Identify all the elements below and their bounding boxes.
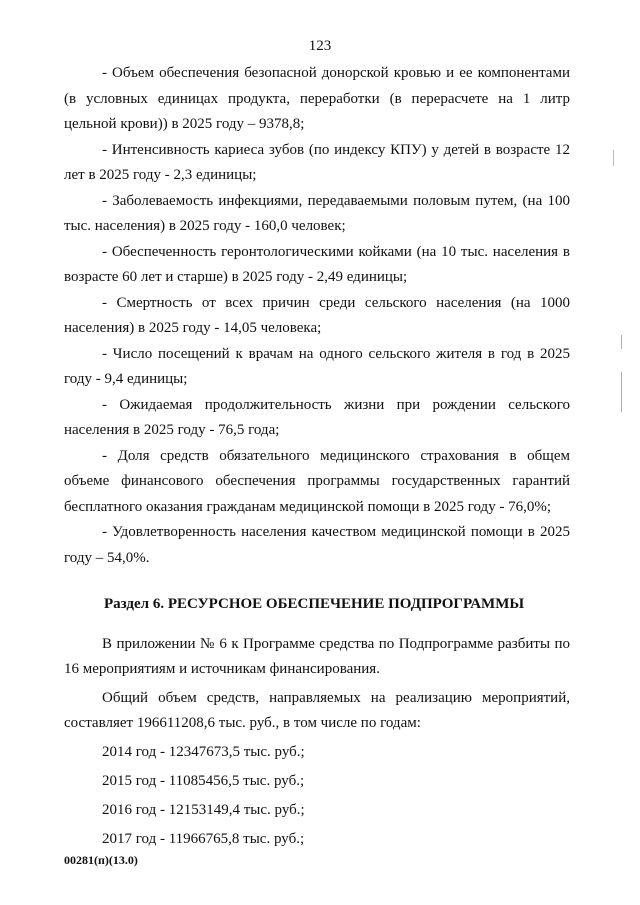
scan-mark	[621, 372, 622, 412]
list-item: - Объем обеспечения безопасной донорской кровью и ее компонентами (в условных единицах продукта, переработки (в перерасчете на 1 литр цельной крови)) в 2025 году – 9378,8;	[64, 65, 570, 132]
list-item: - Интенсивность кариеса зубов (по индексу КПУ) у детей в возрасте 12 лет в 2025 году - 2,3 единицы;	[64, 141, 570, 183]
list-item: - Обеспеченность геронтологическими койками (на 10 тыс. населения в возрасте 60 лет и старше) в 2025 году - 2,49 единицы;	[64, 243, 570, 285]
list-item: - Ожидаемая продолжительность жизни при рождении сельского населения в 2025 году - 76,5 года;	[64, 396, 570, 438]
year-line: 2017 год - 11966765,8 тыс. руб.;	[102, 831, 305, 847]
scan-mark	[613, 150, 614, 166]
list-item: - Заболеваемость инфекциями, передаваемыми половым путем, (на 100 тыс. населения) в 2025 году - 160,0 человек;	[64, 192, 570, 234]
list-item: - Число посещений к врачам на одного сельского жителя в год в 2025 году - 9,4 единицы;	[64, 345, 570, 387]
scan-mark	[621, 335, 622, 349]
page-number: 123	[308, 38, 332, 54]
section-heading: Раздел 6. РЕСУРСНОЕ ОБЕСПЕЧЕНИЕ ПОДПРОГРАММЫ	[104, 596, 525, 612]
document-code: 00281(п)(13.0)	[64, 853, 138, 867]
list-item: - Удовлетворенность населения качеством медицинской помощи в 2025 году – 54,0%.	[64, 524, 570, 566]
paragraph: В приложении № 6 к Программе средства по Подпрограмме разбиты по 16 мероприятиям и источникам финансирования.	[64, 636, 570, 677]
list-item: - Доля средств обязательного медицинского страхования в общем объеме финансового обеспечения программы государственных гарантий бесплатного оказания гражданам медицинской помощи в 2025 году - 76,0%;	[64, 447, 570, 515]
paragraph: Общий объем средств, направляемых на реализацию мероприятий, составляет 196611208,6 тыс. руб., в том числе по годам:	[64, 690, 570, 731]
year-line: 2015 год - 11085456,5 тыс. руб.;	[102, 773, 305, 789]
year-line: 2016 год - 12153149,4 тыс. руб.;	[102, 802, 305, 818]
year-line: 2014 год - 12347673,5 тыс. руб.;	[102, 744, 305, 760]
list-item: - Смертность от всех причин среди сельского населения (на 1000 населения) в 2025 году - 14,05 человека;	[64, 294, 570, 336]
indicator-list	[64, 61, 570, 571]
section-body	[64, 632, 570, 852]
